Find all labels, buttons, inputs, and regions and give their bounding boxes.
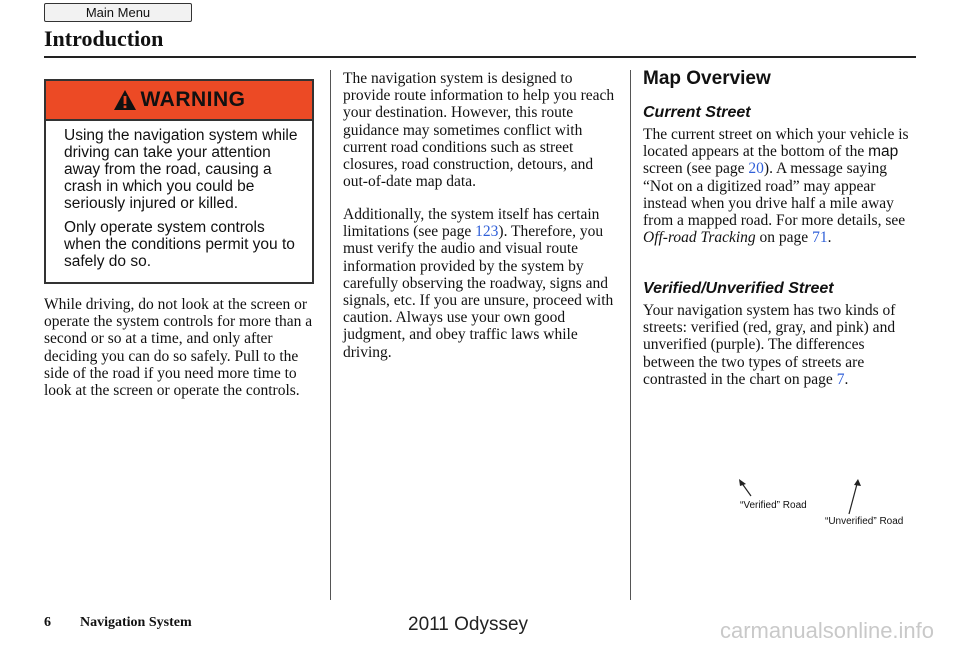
current-street-heading: Current Street xyxy=(643,104,751,121)
warning-triangle-icon xyxy=(113,89,137,111)
verified-road-callout: “Verified” Road xyxy=(740,500,807,511)
verified-unverified-paragraph: Your navigation system has two kinds of streets: verified (red, gray, and pink) and unverified (purple). The differences between the two types of streets are contrasted in the chart on page 7. xyxy=(643,302,896,388)
footer-book-title: Navigation System xyxy=(80,615,192,630)
column-divider-1 xyxy=(330,70,331,600)
page-link-123[interactable]: 123 xyxy=(475,223,499,241)
title-rule xyxy=(44,56,916,58)
map-overview-heading: Map Overview xyxy=(643,68,771,89)
column2-paragraph-1: The navigation system is designed to provide route information to help you reach your destination. However, this route guidance may sometimes conflict with current road conditions such as street closures, road construction, detours, and out-of-date map data. xyxy=(343,70,615,191)
current-street-paragraph: The current street on which your vehicle is located appears at the bottom of the map screen (see page 20). A message saying “Not on a digitized road” may appear instead when you drive half a mile away from a mapped road. For more details, see Off-road Tracking on page 71. xyxy=(643,126,909,247)
warning-header xyxy=(46,81,312,121)
page-link-71[interactable]: 71 xyxy=(812,229,828,247)
column-divider-2 xyxy=(630,70,631,600)
page-number: 6 xyxy=(44,615,51,630)
column1-paragraph: While driving, do not look at the screen or operate the system controls for more than a second or so at a time, and only after deciding you can do so safely. Pull to the side of the road if you need more time to look at the screen or operate the controls. xyxy=(44,296,313,400)
page-link-20[interactable]: 20 xyxy=(748,160,764,178)
unverified-road-callout: “Unverified” Road xyxy=(825,516,904,527)
footer-model: 2011 Odyssey xyxy=(408,614,529,635)
warning-label: WARNING xyxy=(140,88,246,111)
warning-text-2: Only operate system controls when the conditions permit you to safely do so. xyxy=(64,219,295,270)
warning-text-1: Using the navigation system while driving can take your attention away from the road, causing a crash in which you could be seriously injured or killed. xyxy=(64,127,298,212)
page-link-7[interactable]: 7 xyxy=(836,370,845,388)
warning-box xyxy=(44,79,314,284)
page-title: Introduction xyxy=(44,26,164,51)
main-menu-button[interactable]: Main Menu xyxy=(44,3,192,22)
footer-site-watermark: carmanualsonline.info xyxy=(720,618,935,643)
verified-unverified-heading: Verified/Unverified Street xyxy=(643,280,834,297)
column2-paragraph-2: Additionally, the system itself has certain limitations (see page 123). Therefore, you must verify the audio and visual route information provided by the system by carefully observing the roadway, signs and signals, etc. If you are unsure, proceed with caution. Always use your own good judgment, and obey traffic laws while driving. xyxy=(343,206,614,361)
